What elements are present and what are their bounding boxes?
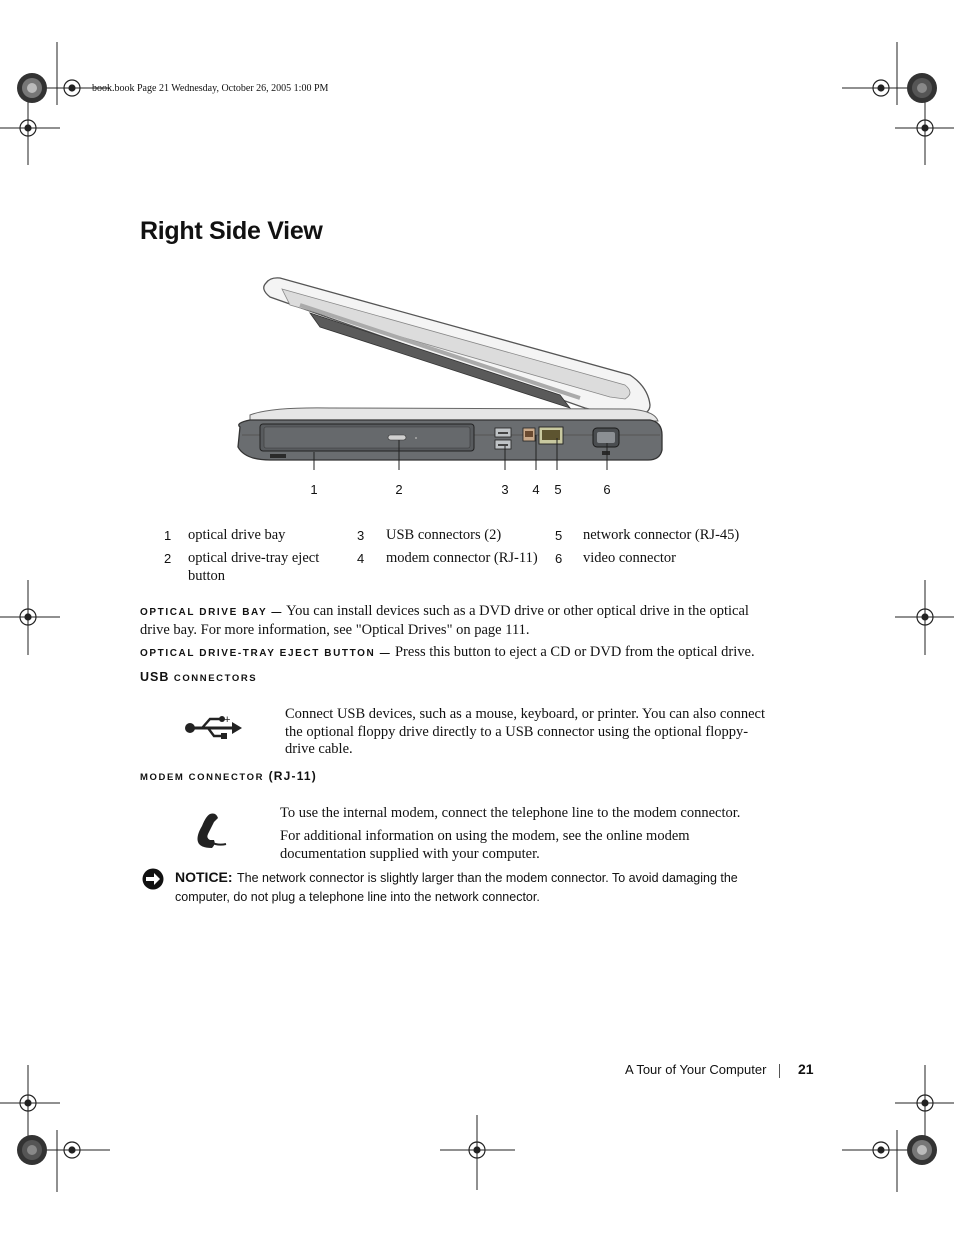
legend-number: 3	[357, 528, 365, 543]
legend-number: 2	[164, 551, 172, 566]
callout-5: 5	[554, 482, 562, 497]
callout-4: 4	[532, 482, 540, 497]
usb-text-line: the optional floppy drive directly to a USB connector using the optional floppy-	[285, 723, 749, 740]
callout-6: 6	[603, 482, 611, 497]
optical-drive-bay-text: You can install devices such as a DVD drive or other optical drive in the optical	[286, 603, 749, 619]
telephone-icon	[192, 810, 228, 850]
eject-button-text: Press this button to eject a CD or DVD from the optical drive.	[394, 644, 755, 660]
optical-drive-bay-text: drive bay. For more information, see "Optical Drives" on page 111.	[140, 621, 530, 638]
usb-term-prefix: USB	[140, 670, 170, 684]
modem-connector-heading	[140, 767, 317, 785]
print-info: book.book Page 21 Wednesday, October 26, 2005 1:00 PM	[92, 83, 329, 94]
optical-drive-bay-term: OPTICAL DRIVE BAY —	[140, 607, 284, 618]
usb-text-line: Connect USB devices, such as a mouse, keyboard, or printer. You can also connect	[285, 706, 766, 722]
eject-button-paragraph	[140, 644, 780, 663]
usb-term-suffix: CONNECTORS	[173, 673, 258, 684]
notice-icon	[141, 867, 165, 891]
optical-drive-bay-paragraph	[140, 603, 780, 639]
legend-text: network connector (RJ-45)	[583, 527, 740, 543]
notice-text: computer, do not plug a telephone line into the network connector.	[175, 889, 540, 904]
legend-text: video connector	[583, 550, 677, 566]
eject-button-term: OPTICAL DRIVE-TRAY EJECT BUTTON —	[140, 648, 392, 659]
notice-block	[175, 869, 775, 906]
notice-text: The network connector is slightly larger than the modem connector. To avoid damaging the	[237, 871, 738, 885]
legend-number: 1	[164, 528, 172, 543]
legend-text: modem connector (RJ-11)	[386, 550, 538, 566]
svg-text:+: +	[224, 714, 231, 726]
legend-text: optical drive bay	[188, 527, 286, 543]
usb-icon	[184, 712, 244, 740]
modem-additional-text	[280, 828, 770, 863]
legend-number: 6	[555, 551, 563, 566]
legend-text: optical drive-tray eject button	[188, 550, 320, 584]
usb-connectors-heading	[140, 668, 257, 686]
modem-term-prefix: MODEM CONNECTOR	[140, 772, 265, 783]
notice-label: NOTICE:	[175, 869, 233, 885]
usb-connectors-text	[285, 706, 765, 759]
page-title: Right Side View	[140, 217, 323, 245]
modem-text-line: For additional information on using the modem, see the online modem	[280, 828, 690, 844]
modem-text: To use the internal modem, connect the telephone line to the modem connector.	[280, 805, 741, 821]
legend-text: USB connectors (2)	[386, 527, 502, 543]
footer-separator	[779, 1064, 780, 1078]
footer-section-title: A Tour of Your Computer	[625, 1062, 767, 1077]
legend-number: 5	[555, 528, 563, 543]
legend-number: 4	[357, 551, 365, 566]
page-number: 21	[798, 1061, 814, 1077]
usb-text-line: drive cable.	[285, 741, 353, 757]
callout-2: 2	[395, 482, 403, 497]
laptop-right-side-illustration	[230, 275, 670, 470]
modem-term-suffix: (RJ-11)	[268, 769, 317, 783]
modem-text-line: documentation supplied with your computer.	[280, 845, 540, 862]
callout-1: 1	[310, 482, 318, 497]
callout-3: 3	[501, 482, 509, 497]
